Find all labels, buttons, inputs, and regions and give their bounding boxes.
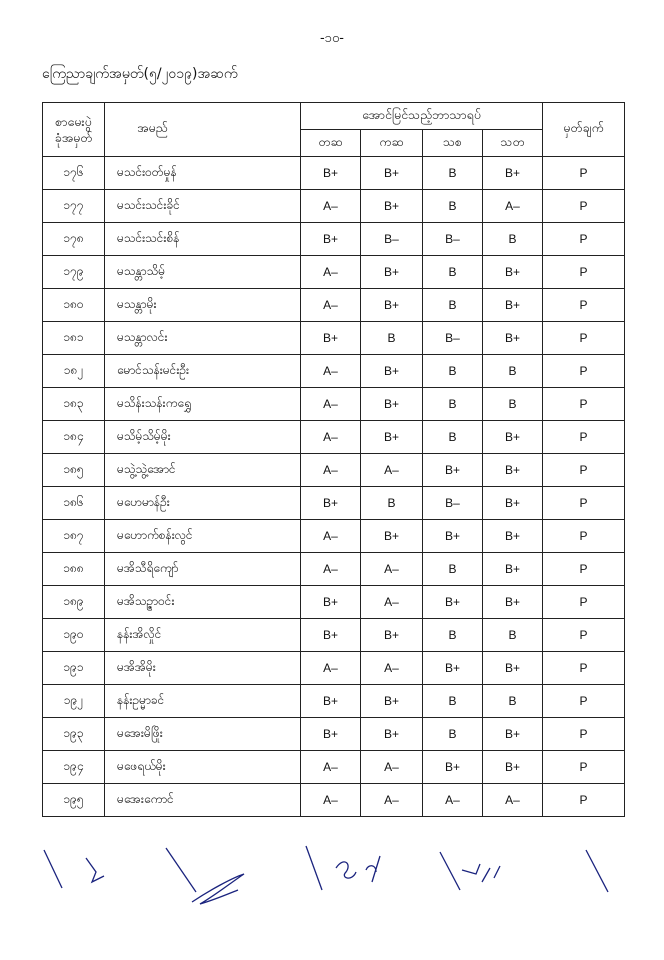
grade-cell: B+ xyxy=(301,487,361,520)
grade-cell: B xyxy=(483,388,543,421)
remark-cell: P xyxy=(543,454,625,487)
name-cell: မသန္တာသိမ့် xyxy=(105,256,301,289)
results-table xyxy=(42,102,625,817)
remark-cell: P xyxy=(543,256,625,289)
roll-number-cell: ၁၉၁ xyxy=(43,652,105,685)
signature-5 xyxy=(586,850,608,892)
table-row xyxy=(43,322,625,355)
roll-number-cell: ၁၉၅ xyxy=(43,784,105,817)
remark-cell: P xyxy=(543,652,625,685)
grade-cell: B+ xyxy=(483,586,543,619)
grade-cell: B+ xyxy=(301,586,361,619)
remark-header: မှတ်ချက် xyxy=(543,103,625,157)
grade-cell: B+ xyxy=(423,520,483,553)
grade-cell: B+ xyxy=(483,322,543,355)
name-cell: မသိမ့်သိမ့်မိုး xyxy=(105,421,301,454)
grade-cell: B+ xyxy=(483,553,543,586)
roll-number-cell: ၁၈၃ xyxy=(43,388,105,421)
grade-cell: B+ xyxy=(361,718,423,751)
table-row xyxy=(43,619,625,652)
grade-cell: B xyxy=(423,388,483,421)
grade-cell: B xyxy=(423,157,483,190)
grade-cell: A– xyxy=(361,454,423,487)
grade-cell: B xyxy=(423,619,483,652)
grade-cell: B xyxy=(361,487,423,520)
table-row xyxy=(43,586,625,619)
signatures xyxy=(0,842,664,912)
remark-cell: P xyxy=(543,619,625,652)
grade-cell: A– xyxy=(483,190,543,223)
roll-number-cell: ၁၉၃ xyxy=(43,718,105,751)
table-row xyxy=(43,454,625,487)
results-header: အောင်မြင်သည့်ဘာသာရပ် xyxy=(301,103,543,130)
name-cell: မအိသီရိကျော် xyxy=(105,553,301,586)
grade-cell: A– xyxy=(301,388,361,421)
name-cell: မောင်သန်းမင်းဦး xyxy=(105,355,301,388)
grade-cell: A– xyxy=(301,751,361,784)
table-row xyxy=(43,289,625,322)
page-number: -၁၀- xyxy=(319,31,344,46)
table-row xyxy=(43,718,625,751)
grade-cell: B+ xyxy=(361,520,423,553)
name-cell: မသန္တာမိုး xyxy=(105,289,301,322)
roll-number-cell: ၁၈၉ xyxy=(43,586,105,619)
name-cell: မအေးမိဖြိုး xyxy=(105,718,301,751)
name-cell: မအေးကောင် xyxy=(105,784,301,817)
grade-cell: B– xyxy=(361,223,423,256)
roll-number-cell: ၁၈၂ xyxy=(43,355,105,388)
grade-cell: B+ xyxy=(361,289,423,322)
grade-cell: B+ xyxy=(361,388,423,421)
grade-cell: B+ xyxy=(423,586,483,619)
grade-cell: B xyxy=(423,355,483,388)
name-cell: မသန္တာလင်း xyxy=(105,322,301,355)
grade-cell: A– xyxy=(301,520,361,553)
remark-cell: P xyxy=(543,487,625,520)
roll-number-cell: ၁၈၁ xyxy=(43,322,105,355)
roll-number-cell: ၁၈၅ xyxy=(43,454,105,487)
subject-header: သစ xyxy=(423,130,483,157)
grade-cell: B+ xyxy=(483,421,543,454)
signature-3 xyxy=(306,846,380,890)
name-header: အမည် xyxy=(105,103,301,157)
grade-cell: B xyxy=(423,256,483,289)
roll-number-cell: ၁၈၀ xyxy=(43,289,105,322)
remark-cell: P xyxy=(543,685,625,718)
remark-cell: P xyxy=(543,190,625,223)
table-row xyxy=(43,784,625,817)
name-cell: မဟေမာန်ဦး xyxy=(105,487,301,520)
grade-cell: B+ xyxy=(423,454,483,487)
grade-cell: A– xyxy=(361,553,423,586)
roll-number-cell: ၁၉၂ xyxy=(43,685,105,718)
name-cell: မသင်းသင်းစိန် xyxy=(105,223,301,256)
grade-cell: B+ xyxy=(301,157,361,190)
roll-number-cell: ၁၉၀ xyxy=(43,619,105,652)
subject-header: တဆ xyxy=(301,130,361,157)
table-row xyxy=(43,190,625,223)
roll-number-cell: ၁၈၈ xyxy=(43,553,105,586)
grade-cell: A– xyxy=(361,586,423,619)
grade-cell: B+ xyxy=(361,157,423,190)
roll-number-cell: ၁၈၇ xyxy=(43,520,105,553)
remark-cell: P xyxy=(543,751,625,784)
name-cell: နန်းဥမ္မာခင် xyxy=(105,685,301,718)
grade-cell: A– xyxy=(301,355,361,388)
remark-cell: P xyxy=(543,355,625,388)
grade-cell: B xyxy=(423,289,483,322)
table-row xyxy=(43,223,625,256)
signature-4 xyxy=(440,852,500,890)
table-row xyxy=(43,553,625,586)
table-row xyxy=(43,157,625,190)
name-cell: မဟောက်စန်းလွင် xyxy=(105,520,301,553)
grade-cell: B+ xyxy=(301,322,361,355)
name-cell: မသွဲ့သွဲ့အောင် xyxy=(105,454,301,487)
grade-cell: B+ xyxy=(483,157,543,190)
remark-cell: P xyxy=(543,553,625,586)
grade-cell: A– xyxy=(301,421,361,454)
grade-cell: B+ xyxy=(483,487,543,520)
grade-cell: A– xyxy=(361,652,423,685)
grade-cell: B+ xyxy=(423,751,483,784)
grade-cell: B+ xyxy=(361,355,423,388)
roll-number-cell: ၁၇၉ xyxy=(43,256,105,289)
grade-cell: B– xyxy=(423,487,483,520)
grade-cell: B+ xyxy=(423,652,483,685)
roll-number-cell: ၁၇၈ xyxy=(43,223,105,256)
grade-cell: A– xyxy=(301,190,361,223)
remark-cell: P xyxy=(543,223,625,256)
grade-cell: A– xyxy=(301,454,361,487)
grade-cell: B+ xyxy=(301,619,361,652)
grade-cell: A– xyxy=(423,784,483,817)
grade-cell: B+ xyxy=(483,454,543,487)
roll-number-cell: ၁၇၆ xyxy=(43,157,105,190)
table-row xyxy=(43,355,625,388)
table-row xyxy=(43,652,625,685)
grade-cell: B+ xyxy=(361,190,423,223)
signature-2 xyxy=(166,848,244,904)
remark-cell: P xyxy=(543,586,625,619)
grade-cell: B+ xyxy=(361,256,423,289)
name-cell: မအိသဉ္ဇာဝင်း xyxy=(105,586,301,619)
remark-cell: P xyxy=(543,784,625,817)
grade-cell: A– xyxy=(483,784,543,817)
grade-cell: A– xyxy=(361,784,423,817)
grade-cell: B xyxy=(483,223,543,256)
grade-cell: B+ xyxy=(483,256,543,289)
remark-cell: P xyxy=(543,289,625,322)
table-row xyxy=(43,751,625,784)
name-cell: မသင်းသင်းခိုင် xyxy=(105,190,301,223)
roll-number-header: စာမေးပွဲ ခုံအမှတ် xyxy=(43,103,105,157)
remark-cell: P xyxy=(543,388,625,421)
roll-number-cell: ၁၇၇ xyxy=(43,190,105,223)
grade-cell: B+ xyxy=(301,685,361,718)
name-cell: မသိန်းသန်းကရွှေ xyxy=(105,388,301,421)
name-cell: မအိအိမိုး xyxy=(105,652,301,685)
grade-cell: A– xyxy=(361,751,423,784)
grade-cell: B+ xyxy=(361,619,423,652)
grade-cell: B+ xyxy=(483,718,543,751)
remark-cell: P xyxy=(543,157,625,190)
grade-cell: B+ xyxy=(483,751,543,784)
grade-cell: B+ xyxy=(301,223,361,256)
grade-cell: B– xyxy=(423,223,483,256)
grade-cell: B xyxy=(361,322,423,355)
table-row xyxy=(43,256,625,289)
grade-cell: B xyxy=(483,619,543,652)
grade-cell: A– xyxy=(301,553,361,586)
name-cell: နန်းအိလှိုင် xyxy=(105,619,301,652)
table-row xyxy=(43,388,625,421)
table-row xyxy=(43,685,625,718)
roll-number-cell: ၁၈၆ xyxy=(43,487,105,520)
name-cell: မဖေရယ်မိုး xyxy=(105,751,301,784)
grade-cell: B+ xyxy=(483,289,543,322)
subject-header: သတ xyxy=(483,130,543,157)
name-cell: မသင်းဝတ်မှုန် xyxy=(105,157,301,190)
roll-number-cell: ၁၉၄ xyxy=(43,751,105,784)
document-heading: ကြေညာချက်အမှတ်(၅/၂၀၁၉)အဆက် xyxy=(42,66,238,82)
grade-cell: B xyxy=(423,685,483,718)
grade-cell: B+ xyxy=(483,652,543,685)
remark-cell: P xyxy=(543,322,625,355)
grade-cell: A– xyxy=(301,784,361,817)
remark-cell: P xyxy=(543,520,625,553)
grade-cell: B xyxy=(423,190,483,223)
subject-header: ကဆ xyxy=(361,130,423,157)
signature-1 xyxy=(44,850,104,888)
grade-cell: B+ xyxy=(483,520,543,553)
grade-cell: B xyxy=(423,421,483,454)
table-row xyxy=(43,520,625,553)
grade-cell: B+ xyxy=(361,421,423,454)
grade-cell: B xyxy=(483,685,543,718)
grade-cell: B– xyxy=(423,322,483,355)
roll-number-cell: ၁၈၄ xyxy=(43,421,105,454)
grade-cell: A– xyxy=(301,256,361,289)
remark-cell: P xyxy=(543,718,625,751)
table-row xyxy=(43,487,625,520)
table-row xyxy=(43,421,625,454)
grade-cell: B xyxy=(423,553,483,586)
remark-cell: P xyxy=(543,421,625,454)
grade-cell: B+ xyxy=(361,685,423,718)
grade-cell: B+ xyxy=(301,718,361,751)
grade-cell: B xyxy=(423,718,483,751)
grade-cell: B xyxy=(483,355,543,388)
grade-cell: A– xyxy=(301,652,361,685)
grade-cell: A– xyxy=(301,289,361,322)
